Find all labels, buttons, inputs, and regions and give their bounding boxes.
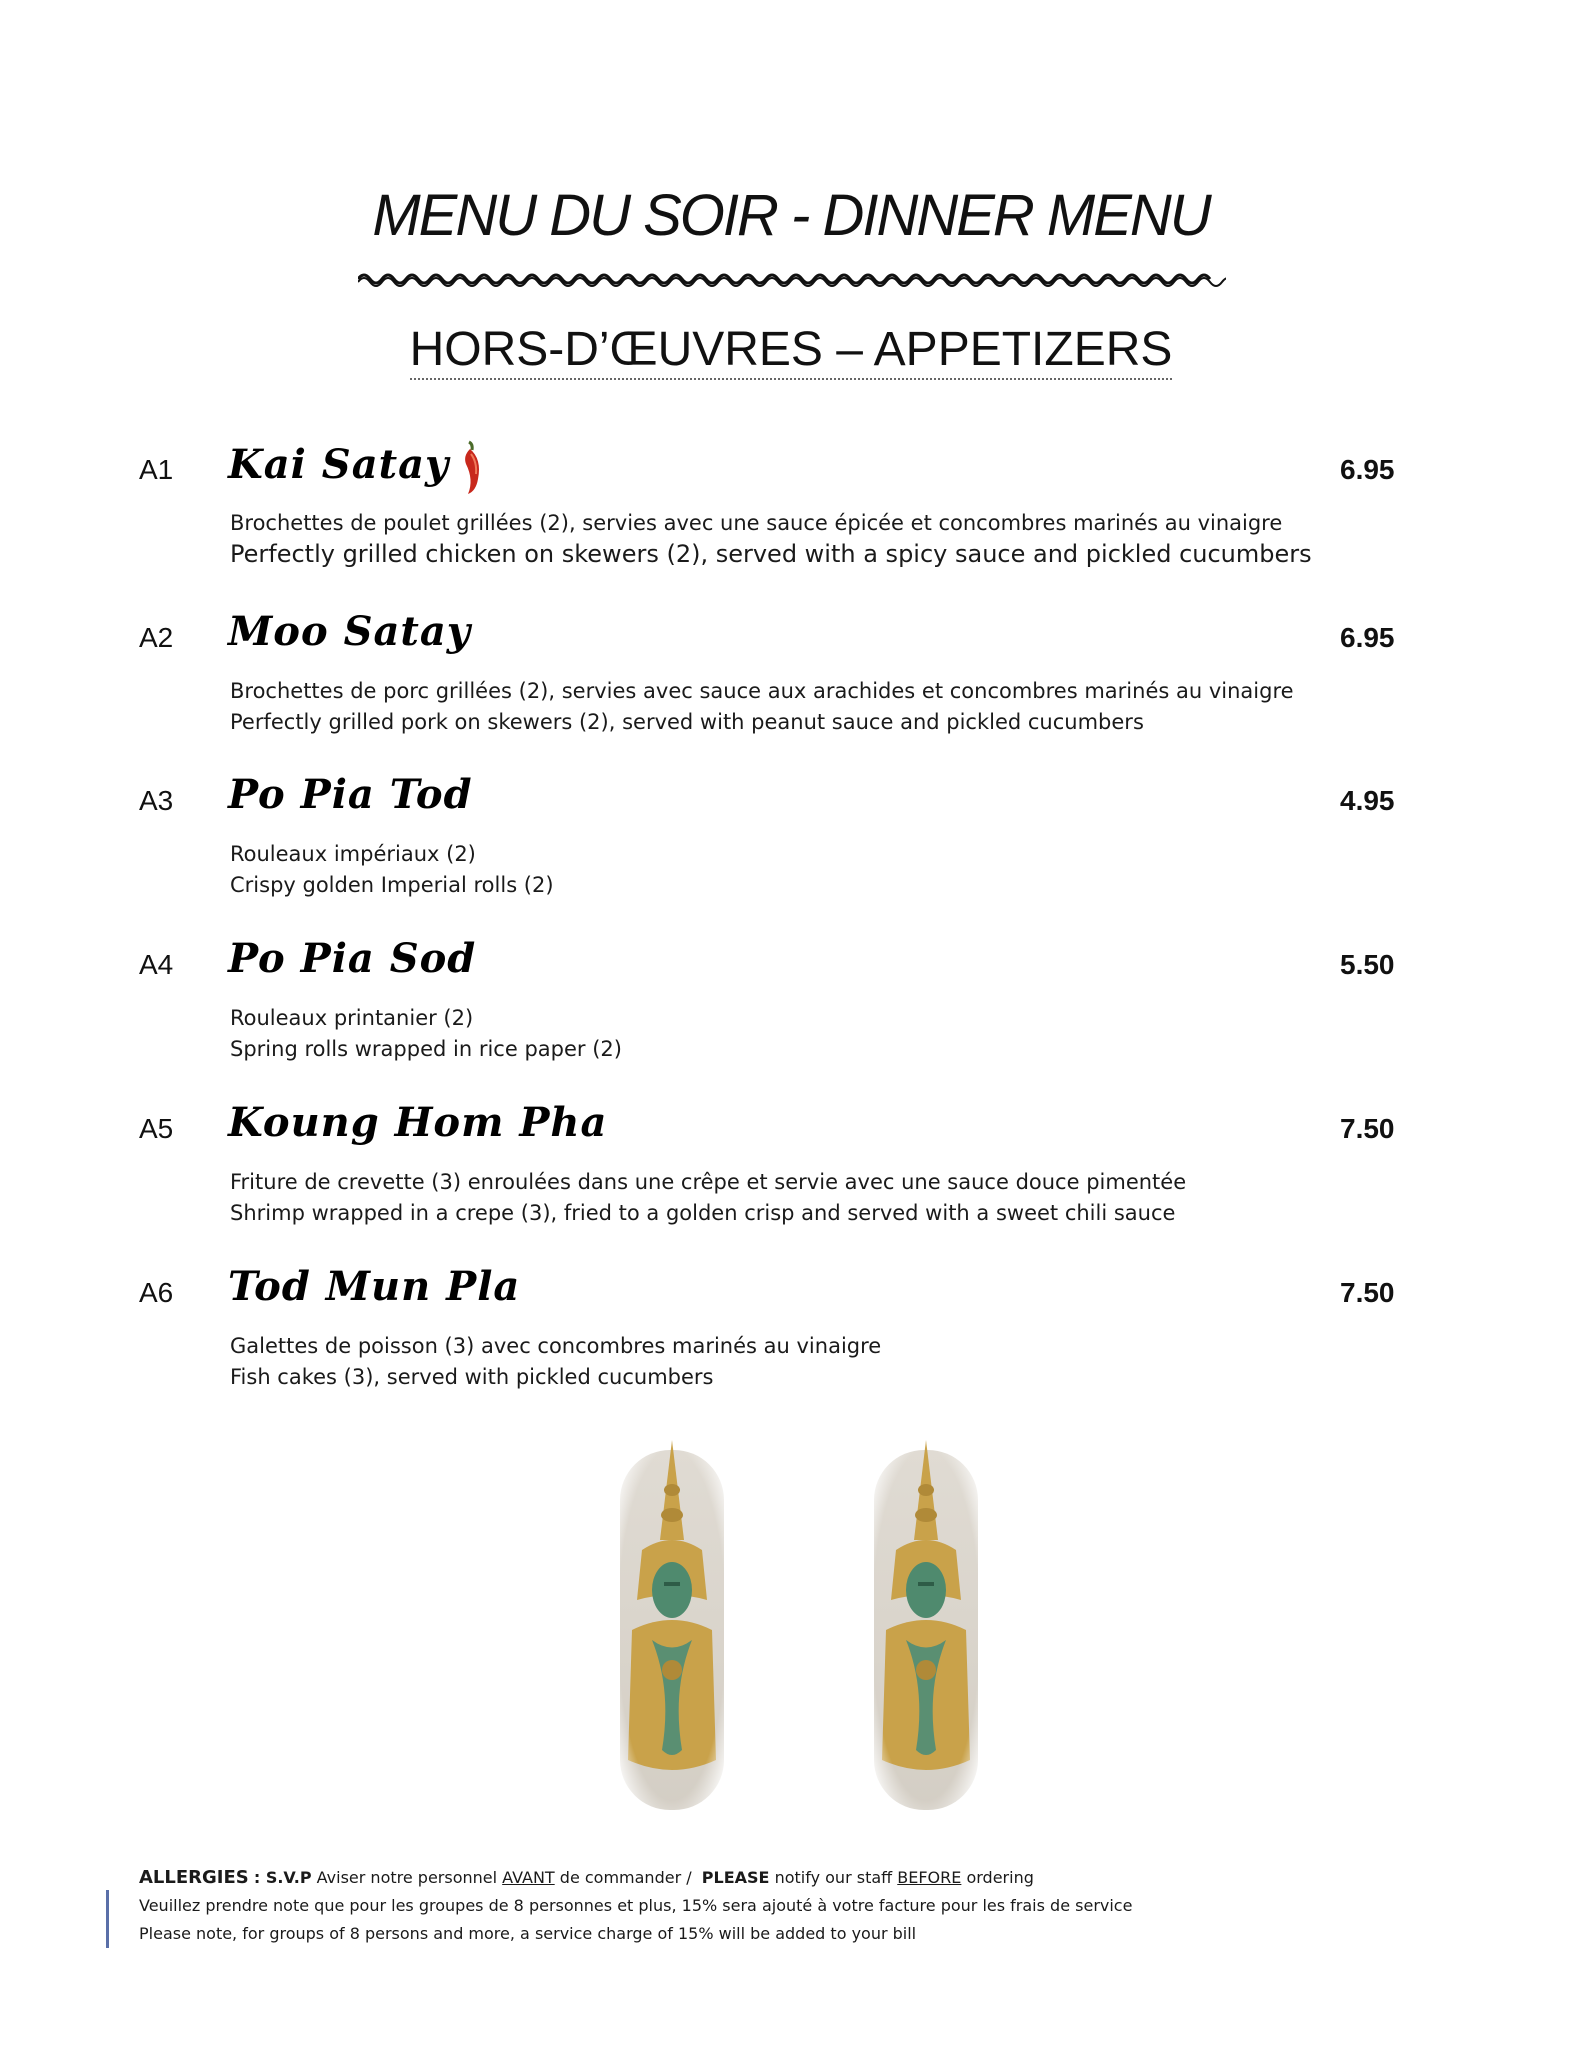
allergies-line	[139, 1864, 1132, 1892]
item-code: A4	[139, 949, 174, 980]
item-code: A6	[139, 1277, 174, 1308]
footer-notice	[139, 1864, 1132, 1948]
item-price: 5.50	[1340, 949, 1395, 980]
section-title	[0, 322, 1582, 377]
item-description-fr: Rouleaux impériaux (2)	[230, 842, 476, 866]
menu-title: MENU DU SOIR - DINNER MENU	[372, 183, 1210, 248]
en-notice-after: ordering	[966, 1868, 1034, 1887]
item-code: A2	[139, 622, 174, 653]
svp-text: : S.V.P	[253, 1868, 312, 1887]
item-description-fr: Galettes de poisson (3) avec concombres marinés au vinaigre	[230, 1334, 882, 1358]
item-price: 6.95	[1340, 454, 1395, 485]
item-code: A1	[139, 454, 174, 485]
item-description-en: Crispy golden Imperial rolls (2)	[230, 873, 554, 897]
item-description-fr: Brochettes de poulet grillées (2), servies avec une sauce épicée et concombres marinés au vinaigre	[230, 511, 1283, 535]
item-description-en: Fish cakes (3), served with pickled cucumbers	[230, 1365, 714, 1389]
service-charge-en: Please note, for groups of 8 persons and more, a service charge of 15% will be added to your bill	[139, 1924, 917, 1943]
item-description-en: Perfectly grilled chicken on skewers (2), served with a spicy sauce and pickled cucumbers	[230, 540, 1312, 568]
en-notice-before-word: BEFORE	[897, 1868, 962, 1887]
fr-notice-before: Aviser notre personnel	[316, 1868, 498, 1887]
item-price: 7.50	[1340, 1113, 1395, 1144]
fr-notice-avant: AVANT	[502, 1868, 555, 1887]
item-description	[230, 1003, 622, 1065]
wave-divider	[358, 270, 1226, 288]
item-description-fr: Rouleaux printanier (2)	[230, 1006, 474, 1030]
thai-guardian-statue-image	[612, 1430, 732, 1820]
item-name: Po Pia Tod	[228, 771, 473, 818]
item-name: Koung Hom Pha	[228, 1099, 608, 1146]
item-description	[230, 508, 1312, 570]
fr-notice-after: de commander /	[559, 1868, 692, 1887]
allergies-label: ALLERGIES	[139, 1867, 249, 1888]
service-charge-fr: Veuillez prendre note que pour les groupes de 8 personnes et plus, 15% sera ajouté à votre facture pour les frais de service	[139, 1896, 1133, 1915]
item-code: A3	[139, 785, 174, 816]
margin-accent-bar	[106, 1890, 109, 1948]
item-code: A5	[139, 1113, 174, 1144]
section-title-text: HORS-D’ŒUVRES – APPETIZERS	[410, 323, 1173, 380]
item-price: 6.95	[1340, 622, 1395, 653]
item-description-en: Perfectly grilled pork on skewers (2), served with peanut sauce and pickled cucumbers	[230, 710, 1144, 734]
item-description-fr: Brochettes de porc grillées (2), servies avec sauce aux arachides et concombres marinés au vinaigre	[230, 679, 1294, 703]
item-description	[230, 1167, 1186, 1229]
item-description	[230, 676, 1294, 738]
item-price: 4.95	[1340, 785, 1395, 816]
item-description-en: Spring rolls wrapped in rice paper (2)	[230, 1037, 622, 1061]
item-description-fr: Friture de crevette (3) enroulées dans une crêpe et servie avec une sauce douce pimentée	[230, 1170, 1187, 1194]
item-name: Tod Mun Pla	[228, 1263, 521, 1310]
please-text: PLEASE	[701, 1868, 770, 1887]
item-description-en: Shrimp wrapped in a crepe (3), fried to a golden crisp and served with a sweet chili sauce	[230, 1201, 1176, 1225]
item-name: Moo Satay	[228, 608, 472, 655]
item-price: 7.50	[1340, 1277, 1395, 1308]
item-name: Po Pia Sod	[228, 935, 477, 982]
en-notice-before: notify our staff	[774, 1868, 893, 1887]
item-description	[230, 839, 554, 901]
chili-pepper-icon	[457, 440, 487, 496]
thai-guardian-statue-image	[866, 1430, 986, 1820]
item-description	[230, 1331, 881, 1393]
item-name-text: Kai Satay	[228, 441, 450, 488]
item-name	[228, 440, 487, 496]
